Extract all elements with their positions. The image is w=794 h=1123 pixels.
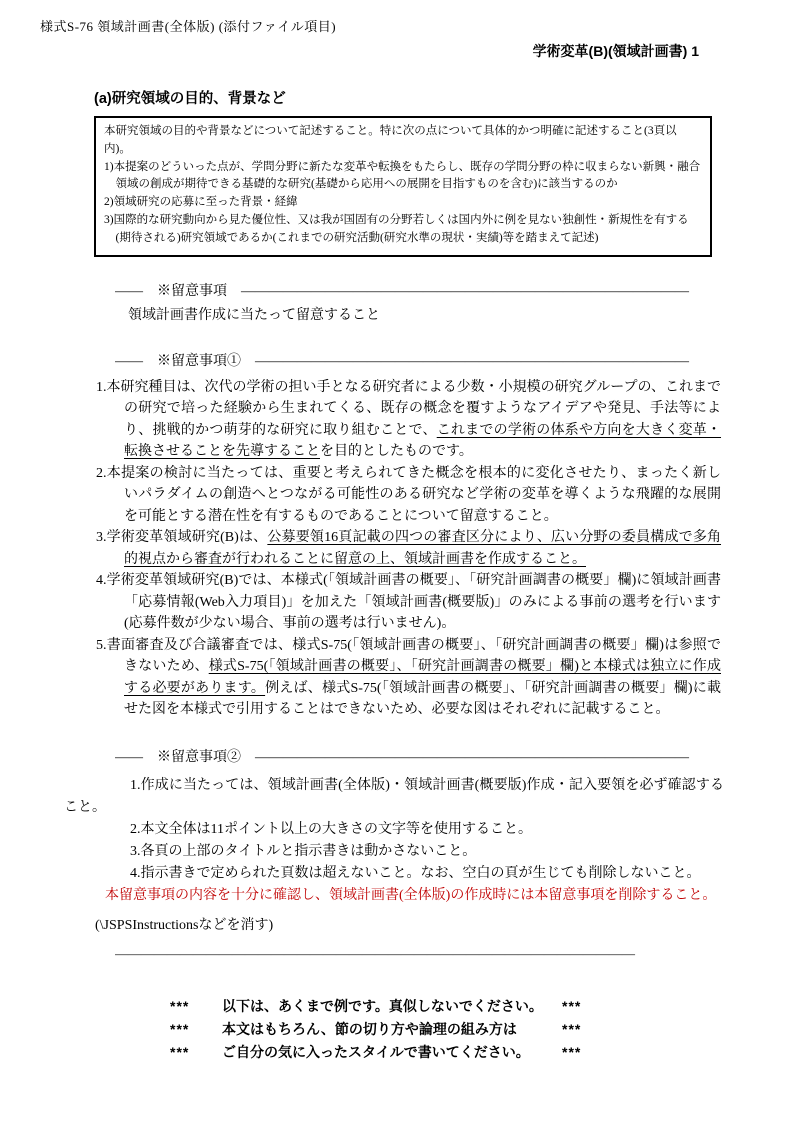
notice1-item-4: 4.学術変革領域研究(B)では、本様式(「領域計画書の概要」、「研究計画調書の概要」欄)に領域計画書「応募情報(Web入力項目)」を加えた「領域計画書(概要版)」のみによる事前の選考を行います(応募件数が少ない場合、事前の選考は行いません)。 [96,573,721,632]
notice2-item-4: 4.指示書きで定められた頁数は超えないこと。なお、空白の頁が生じても削除しないこと。 [130,865,701,881]
asterisk-marker: *** [562,1043,582,1060]
disclaimer-line [170,995,730,1018]
notice1-item-5: 5.書面審査及び合議審査では、様式S-75(「領域計画書の概要」、「研究計画調書の概要」欄)は参照できないため、様式S-75(「領域計画書の概要」、「研究計画調書の概要」欄)と本様式は独立に作成する必要があります。例えば、様式S-75(「領域計画書の概要」、「研究計画調書の概要」欄)に載せた図を本様式で引用することはできないため、必要な図はそれぞれに記載すること。 [96,637,721,718]
instruction-box-item-2: 2)領域研究の応募に至った背景・経緯 [104,196,298,209]
document-header [40,16,754,61]
notice-header: ―― ※留意事項 ―――――――――――――――――――――――――――――――― [115,283,689,299]
disclaimer-text: 本文はもちろん、節の切り方や論理の組み方は [222,1020,517,1037]
jsps-instructions-note: (\JSPSInstructionsなどを消す) [95,917,274,933]
notice1-items [96,377,721,721]
document-body [64,87,730,1064]
notice-subtitle: 領域計画書作成に当たって留意すること [128,307,380,323]
dashed-separator: ―――――――――――――――――――――――――――――――――――――――― [115,945,635,961]
asterisk-marker: *** [170,1043,190,1060]
notice1-item-2: 2.本提案の検討に当たっては、重要と考えられてきた概念を根本的に変化させたり、まったく新しいパラダイムの創造へとつながる可能性のある研究など学術の変革を導くような飛躍的な展開を可能とする潜在性を有するものであることについて留意すること。 [96,465,721,524]
asterisk-marker: *** [562,997,582,1014]
instruction-box-item-1: 1)本提案のどういった点が、学問分野に新たな変革や転換をもたらし、既存の学問分野の枠に収まらない新興・融合領域の創成が期待できる基礎的な研究(基礎から応用への展開を目指すものを含む)に該当するのか [104,160,701,191]
notice2-items [64,775,724,885]
notice2-item-3: 3.各頁の上部のタイトルと指示書きは動かさないこと。 [130,843,477,859]
instruction-box [94,116,712,257]
disclaimer-line [170,1041,730,1064]
notice2-item-1: 1.作成に当たっては、領域計画書(全体版)・領域計画書(概要版)作成・記入要領を必ず確認すること。 [64,777,724,815]
form-label: 様式S-76 領域計画書(全体版) (添付ファイル項目) [40,19,337,34]
notice1-item-3: 3.学術変革領域研究(B)は、公募要領16頁記載の四つの審査区分により、広い分野の委員構成で多角的視点から審査が行われることに留意の上、領域計画書を作成すること。 [96,530,722,567]
asterisk-marker: *** [170,997,190,1014]
notice1-header: ―― ※留意事項① ――――――――――――――――――――――――――――――― [115,353,689,369]
asterisk-marker: *** [170,1020,190,1037]
page-header-label: 学術変革(B)(領域計画書) 1 [532,43,699,59]
disclaimer-text: 以下は、あくまで例です。真似しないでください。 [222,997,543,1014]
notice1-item-1: 1.本研究種目は、次代の学術の担い手となる研究者による少数・小規模の研究グループの、これまでの研究で培った経験から生まれてくる、既存の概念を覆すようなアイデアや発見、手法等により、挑戦的かつ萌芽的な研究に取り組むことで、これまでの学術の体系や方向を大きく変革・転換させることを先導することを目的としたものです。 [96,379,722,460]
disclaimer-text: ご自分の気に入ったスタイルで書いてください。 [222,1043,530,1060]
disclaimer-line [170,1018,730,1041]
instruction-box-item-3: 3)国際的な研究動向から見た優位性、又は我が国固有の分野若しくは国内外に例を見ない独創性・新規性を有する(期待される)研究領域であるか(これまでの研究活動(研究水準の現状・実績)等を踏まえて記述) [104,214,689,244]
example-disclaimer [170,995,730,1064]
section-a-title: (a)研究領域の目的、背景など [94,91,286,107]
notice2-header: ―― ※留意事項② ――――――――――――――――――――――――――――――― [115,749,689,765]
notice2-item-2: 2.本文全体は11ポイント以上の大きさの文字等を使用すること。 [130,821,532,837]
asterisk-marker: *** [562,1020,582,1037]
instruction-box-intro: 本研究領域の目的や背景などについて記述すること。特に次の点について具体的かつ明確に記述すること(3頁以内)。 [104,125,677,155]
delete-warning-text: 本留意事項の内容を十分に確認し、領域計画書(全体版)の作成時には本留意事項を削除すること。 [105,887,717,903]
